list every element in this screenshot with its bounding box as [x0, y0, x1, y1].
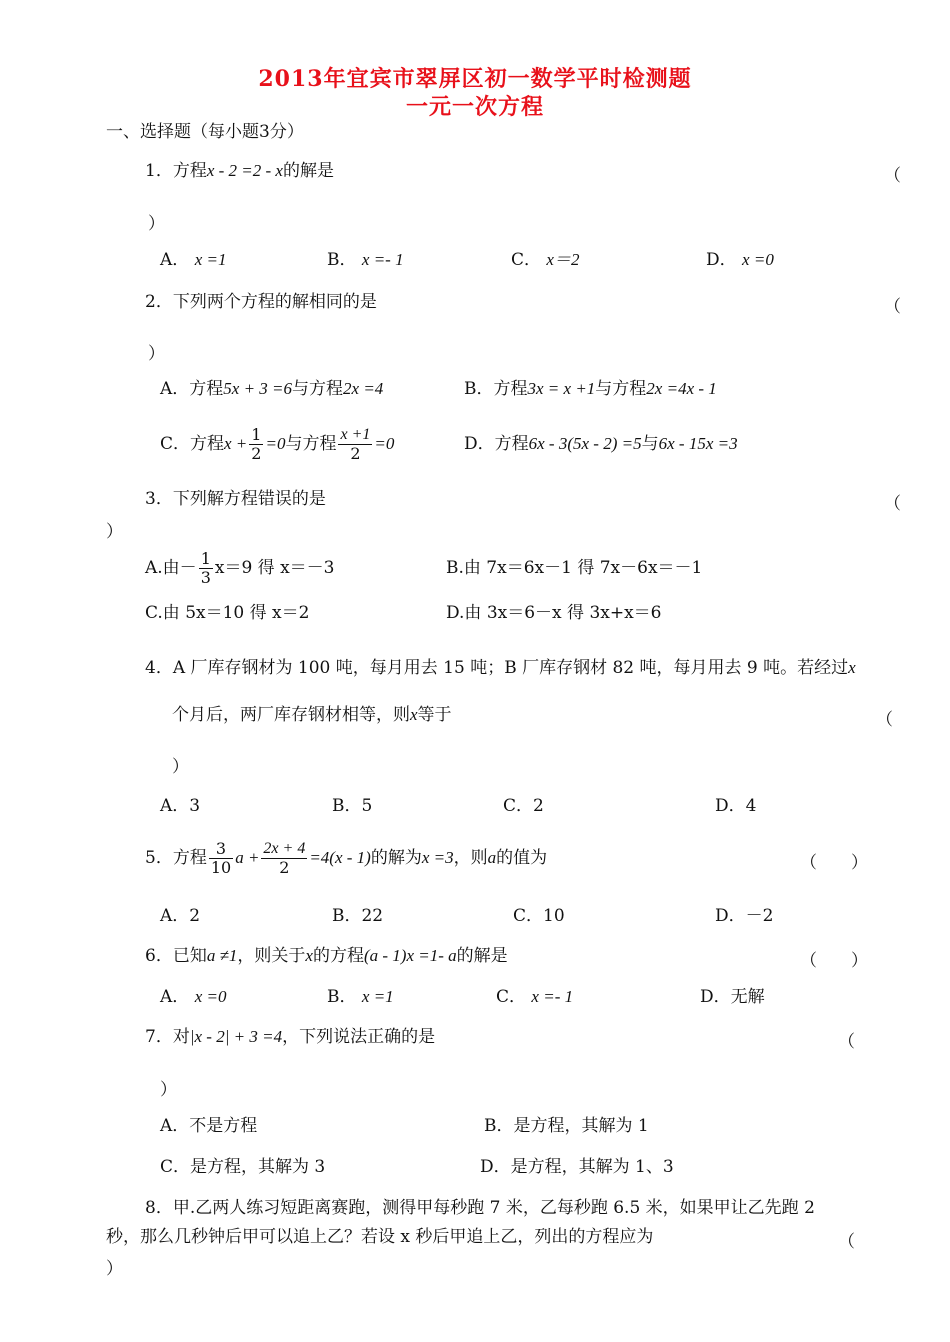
q2-option-d-eq1: 6x - 3(5x - 2) =5 — [528, 434, 642, 453]
q4-answer-paren-close: ） — [172, 757, 189, 777]
q5-answer-paren: （ ） — [800, 853, 868, 873]
q6-option-b[interactable] — [327, 987, 394, 1007]
fraction-denominator: 2 — [251, 444, 262, 463]
q1-answer-paren-close: ） — [148, 214, 165, 234]
q1-option-a-label: A． — [160, 250, 190, 270]
q1-stem-a: 1．方程 — [145, 161, 207, 181]
q7-expression: |x - 2| + 3 =4 — [189, 1027, 283, 1046]
question-8-line-2: 秒，那么几秒钟后甲可以追上乙？若设 x 秒后甲追上乙，列出的方程应为 — [106, 1227, 654, 1247]
q6-option-a-label: A． — [160, 987, 190, 1007]
q3-answer-paren-open: （ — [884, 494, 901, 514]
question-4-line-1 — [145, 658, 856, 678]
q3-option-a-suffix: x＝9 得 x＝－3 — [214, 558, 335, 578]
q3-option-a[interactable] — [145, 548, 335, 588]
fraction-numerator: 1 — [200, 549, 211, 568]
q6-variable: x — [305, 946, 313, 965]
q2-option-c-mid: 与方程 — [285, 434, 337, 454]
q7-text-a: 7．对 — [145, 1027, 190, 1047]
q4-line-2-b: 等于 — [417, 705, 452, 725]
page-title: 2013年宜宾市翠屏区初一数学平时检测题 — [258, 66, 692, 92]
q5-option-b[interactable]: B．22 — [332, 906, 384, 926]
q5-text-g: 的值为 — [496, 848, 548, 868]
q1-option-a-value: x =1 — [194, 250, 227, 269]
q6-condition: a ≠1 — [206, 946, 238, 965]
q4-variable-1: x — [848, 658, 856, 677]
page-subtitle: 一元一次方程 — [405, 94, 544, 120]
q3-answer-paren-close: ） — [106, 522, 123, 542]
q2-answer-paren-open: （ — [884, 297, 901, 317]
q1-option-a[interactable] — [160, 250, 226, 270]
q5-variable-a: a + — [235, 848, 260, 867]
q5-option-d[interactable]: D．－2 — [715, 906, 774, 926]
q5-fraction-2 — [261, 840, 307, 877]
q7-option-c[interactable]: C．是方程，其解为 3 — [160, 1157, 326, 1177]
question-3-stem: 3．下列解方程错误的是 — [145, 489, 326, 509]
q2-option-a[interactable] — [160, 379, 383, 399]
q2-option-c-label: C．方程 — [160, 434, 225, 454]
q8-answer-paren-close: ） — [106, 1259, 123, 1279]
q5-option-c[interactable]: C．10 — [513, 906, 565, 926]
question-8-line-1: 8．甲.乙两人练习短距离赛跑，测得甲每秒跑 7 米，乙每秒跑 6.5 米，如果甲让乙先跑 2 — [145, 1198, 815, 1218]
q2-option-a-label: A．方程 — [160, 379, 224, 399]
q3-option-c[interactable]: C.由 5x＝10 得 x＝2 — [145, 603, 310, 623]
q1-option-b[interactable] — [327, 250, 404, 270]
q2-option-b-mid: 与方程 — [595, 379, 647, 399]
q1-option-b-label: B． — [327, 250, 357, 270]
q2-option-a-eq2: 2x =4 — [343, 379, 384, 398]
question-5-stem — [145, 838, 547, 878]
q2-option-c-fraction-1 — [249, 426, 263, 463]
section-heading: 一、选择题（每小题3分） — [106, 122, 304, 142]
q2-option-c[interactable] — [160, 424, 394, 464]
q2-option-c-fraction-2 — [338, 426, 372, 463]
question-6-stem — [145, 946, 508, 966]
q2-option-c-eq2-b: =0 — [374, 434, 395, 453]
q7-option-d[interactable]: D．是方程，其解为 1、3 — [480, 1157, 674, 1177]
q3-option-b[interactable]: B.由 7x＝6x－1 得 7x－6x＝－1 — [446, 558, 703, 578]
q4-option-d[interactable]: D．4 — [715, 796, 757, 816]
q7-text-c: ，下列说法正确的是 — [282, 1027, 436, 1047]
q4-variable-2: x — [410, 705, 418, 724]
q2-option-d-eq2: 6x - 15x =3 — [658, 434, 738, 453]
q1-option-d-value: x =0 — [742, 250, 774, 269]
q6-text-c: ，则关于 — [237, 946, 306, 966]
q5-text-e: ，则 — [453, 848, 488, 868]
q4-option-a[interactable]: A．3 — [160, 796, 201, 816]
q2-option-b[interactable] — [464, 379, 717, 399]
fraction-numerator: 2x + 4 — [263, 840, 306, 857]
q7-option-b[interactable]: B．是方程，其解为 1 — [484, 1116, 649, 1136]
q3-option-d[interactable]: D.由 3x＝6－x 得 3x+x＝6 — [446, 603, 662, 623]
fraction-denominator: 2 — [279, 858, 290, 877]
q5-prefix: 5．方程 — [145, 848, 207, 868]
q1-option-b-value: x =- 1 — [361, 250, 404, 269]
q6-option-a-value: x =0 — [194, 987, 227, 1006]
q1-equation: x - 2 =2 - x — [206, 161, 283, 180]
q5-text-c: 的解为 — [370, 848, 422, 868]
fraction-numerator: x +1 — [340, 426, 371, 443]
fraction-denominator: 2 — [350, 444, 361, 463]
q6-equation: (a - 1)x =1- a — [363, 946, 457, 965]
q4-option-b[interactable]: B．5 — [332, 796, 373, 816]
q3-option-a-prefix: A.由－ — [145, 558, 197, 578]
q4-answer-paren-open: （ — [876, 710, 893, 730]
q7-answer-paren-open: （ — [838, 1032, 855, 1052]
q1-option-d[interactable] — [706, 250, 774, 270]
question-1-stem — [145, 161, 334, 181]
q5-fraction-1 — [209, 840, 233, 877]
fraction-numerator: 1 — [251, 425, 262, 444]
q1-option-c[interactable] — [511, 250, 579, 270]
q6-option-b-value: x =1 — [361, 987, 394, 1006]
q4-line-1-text: 4．A 厂库存钢材为 100 吨，每月用去 15 吨；B 厂库存钢材 82 吨，每月用去 9 吨。若经过 — [145, 658, 849, 678]
q2-answer-paren-close: ） — [148, 344, 165, 364]
q6-option-a[interactable] — [160, 987, 226, 1007]
q5-solution: x =3 — [421, 848, 454, 867]
q1-option-c-label: C． — [511, 250, 542, 270]
q2-option-d-mid: 与 — [641, 434, 659, 454]
question-7-stem — [145, 1027, 435, 1047]
q3-option-a-fraction — [199, 550, 213, 587]
fraction-denominator: 3 — [200, 568, 211, 587]
q6-text-a: 6．已知 — [145, 946, 207, 966]
q2-option-c-eq1-a: x + — [224, 434, 248, 453]
question-2-stem: 2．下列两个方程的解相同的是 — [145, 292, 377, 312]
q6-option-d[interactable]: D．无解 — [700, 987, 765, 1007]
q7-answer-paren-close: ） — [160, 1080, 177, 1100]
q2-option-a-mid: 与方程 — [292, 379, 344, 399]
q1-answer-paren-open: （ — [884, 166, 901, 186]
q6-text-g: 的解是 — [456, 946, 508, 966]
q6-option-c[interactable] — [496, 987, 573, 1007]
q2-option-b-label: B．方程 — [464, 379, 528, 399]
q6-option-b-label: B． — [327, 987, 357, 1007]
q1-option-d-label: D． — [706, 250, 737, 270]
fraction-numerator: 3 — [209, 840, 233, 859]
q6-option-c-label: C． — [496, 987, 527, 1007]
q5-variable-a-2: a — [487, 848, 497, 867]
q2-option-c-eq1-b: =0 — [265, 434, 286, 453]
q4-line-2-a: 个月后，两厂库存钢材相等，则 — [172, 705, 410, 725]
q6-text-e: 的方程 — [312, 946, 364, 966]
q4-option-c[interactable]: C．2 — [503, 796, 544, 816]
q7-option-a[interactable]: A．不是方程 — [160, 1116, 258, 1136]
q6-option-c-value: x =- 1 — [531, 987, 574, 1006]
fraction-denominator: 10 — [210, 858, 232, 877]
q5-rhs: =4(x - 1) — [309, 848, 371, 867]
q2-option-d-label: D．方程 — [464, 434, 529, 454]
q5-option-a[interactable]: A．2 — [160, 906, 201, 926]
q2-option-b-eq1: 3x = x +1 — [527, 379, 596, 398]
q2-option-b-eq2: 2x =4x - 1 — [646, 379, 717, 398]
question-4-line-2 — [172, 705, 452, 725]
q1-stem-b: 的解是 — [282, 161, 334, 181]
q6-answer-paren: （ ） — [800, 951, 868, 971]
q8-answer-paren-open: （ — [838, 1232, 855, 1252]
q2-option-a-eq1: 5x + 3 =6 — [223, 379, 293, 398]
q1-option-c-value: x＝2 — [546, 250, 580, 269]
q2-option-d[interactable] — [464, 434, 738, 454]
